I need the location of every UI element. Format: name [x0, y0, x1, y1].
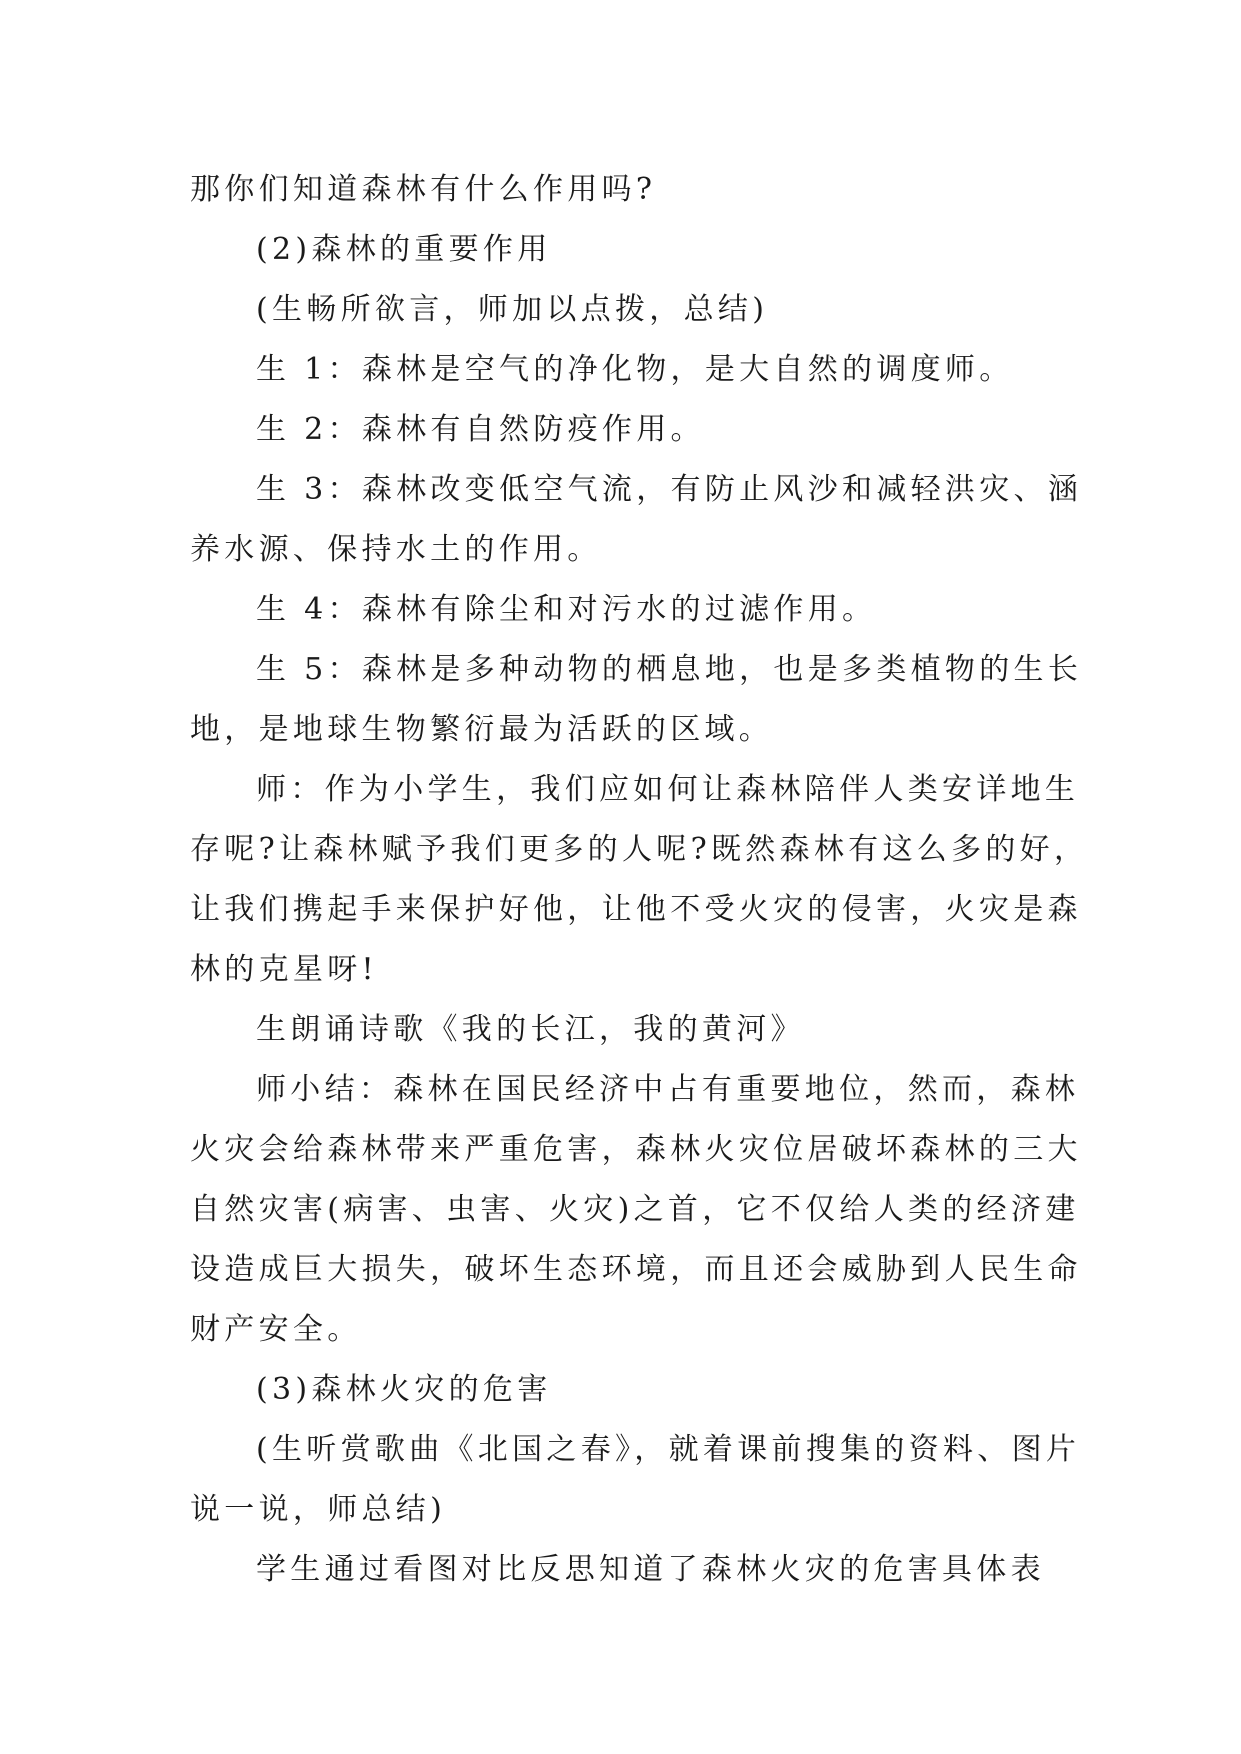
text-line: 学生通过看图对比反思知道了森林火灾的危害具体表	[256, 1552, 1045, 1587]
text-line: 师：作为小学生，我们应如何让森林陪伴人类安详地生	[256, 772, 1080, 807]
text-line: (生畅所欲言，师加以点拨，总结)	[256, 292, 769, 327]
text-line: 设造成巨大损失，破坏生态环境，而且还会威胁到人民生命	[190, 1252, 1082, 1287]
text-line: 生 4：森林有除尘和对污水的过滤作用。	[256, 592, 877, 627]
text-line: 生 3：森林改变低空气流，有防止风沙和减轻洪灾、涵	[256, 472, 1083, 507]
text-line: 养水源、保持水土的作用。	[190, 532, 602, 567]
text-line: 生 1：森林是空气的净化物，是大自然的调度师。	[256, 352, 1014, 387]
document-body	[190, 160, 1089, 1600]
text-line: 存呢?让森林赋予我们更多的人呢?既然森林有这么多的好，	[190, 832, 1089, 867]
text-line: (生听赏歌曲《北国之春》，就着课前搜集的资料、图片	[256, 1432, 1081, 1467]
text-line: 财产安全。	[190, 1312, 362, 1347]
text-line: 那你们知道森林有什么作用吗?	[190, 172, 657, 207]
text-line: 林的克星呀!	[190, 952, 378, 987]
section-heading: (3)森林火灾的危害	[256, 1372, 552, 1407]
text-line: 自然灾害(病害、虫害、火灾)之首，它不仅给人类的经济建	[190, 1192, 1080, 1227]
text-line: 火灾会给森林带来严重危害，森林火灾位居破坏森林的三大	[190, 1132, 1082, 1167]
text-line: 地，是地球生物繁衍最为活跃的区域。	[190, 712, 774, 747]
text-line: 师小结：森林在国民经济中占有重要地位，然而，森林	[256, 1072, 1080, 1107]
text-line: 生朗诵诗歌《我的长江，我的黄河》	[256, 1012, 805, 1047]
section-heading: (2)森林的重要作用	[256, 232, 552, 267]
text-line: 生 5：森林是多种动物的栖息地，也是多类植物的生长	[256, 652, 1083, 687]
text-line: 让我们携起手来保护好他，让他不受火灾的侵害，火灾是森	[190, 892, 1082, 927]
text-line: 说一说，师总结)	[190, 1492, 447, 1527]
text-line: 生 2：森林有自然防疫作用。	[256, 412, 705, 447]
